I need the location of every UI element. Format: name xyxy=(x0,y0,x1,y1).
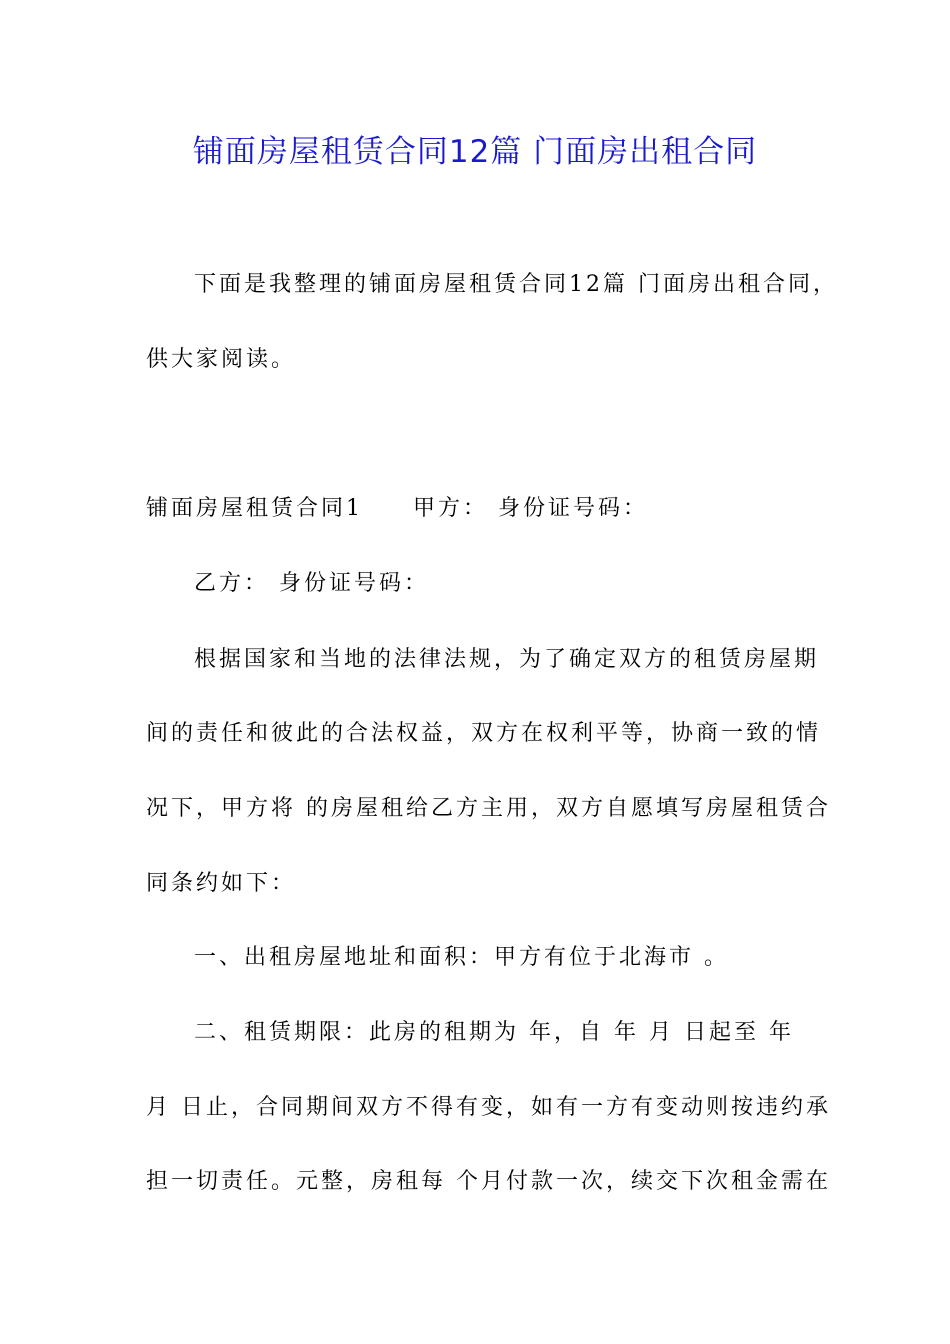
paragraph-line: 况下，甲方将 的房屋租给乙方主用，双方自愿填写房屋租赁合 xyxy=(146,796,831,821)
paragraph-line: 乙方： 身份证号码： xyxy=(194,571,429,596)
paragraph-line: 下面是我整理的铺面房屋租赁合同12篇 门面房出租合同， xyxy=(194,272,838,297)
section-heading-line: 铺面房屋租赁合同1 甲方： 身份证号码： xyxy=(146,496,648,521)
paragraph-line: 月 日止，合同期间双方不得有变，如有一方有变动则按违约承 xyxy=(146,1095,831,1120)
paragraph-line: 同条约如下： xyxy=(146,871,297,896)
paragraph-line: 二、租赁期限：此房的租期为 年，自 年 月 日起至 年 xyxy=(194,1020,794,1045)
paragraph-line: 根据国家和当地的法律法规，为了确定双方的租赁房屋期 xyxy=(194,647,820,672)
paragraph-line: 担一切责任。元整，房租每 个月付款一次，续交下次租金需在 xyxy=(146,1169,831,1194)
paragraph-line: 一、出租房屋地址和面积：甲方有位于北海市 。 xyxy=(194,945,729,970)
paragraph-line: 间的责任和彼此的合法权益，双方在权利平等，协商一致的情 xyxy=(146,721,822,746)
paragraph-line: 供大家阅读。 xyxy=(146,347,297,372)
document-title: 铺面房屋租赁合同12篇 门面房出租合同 xyxy=(192,134,758,170)
